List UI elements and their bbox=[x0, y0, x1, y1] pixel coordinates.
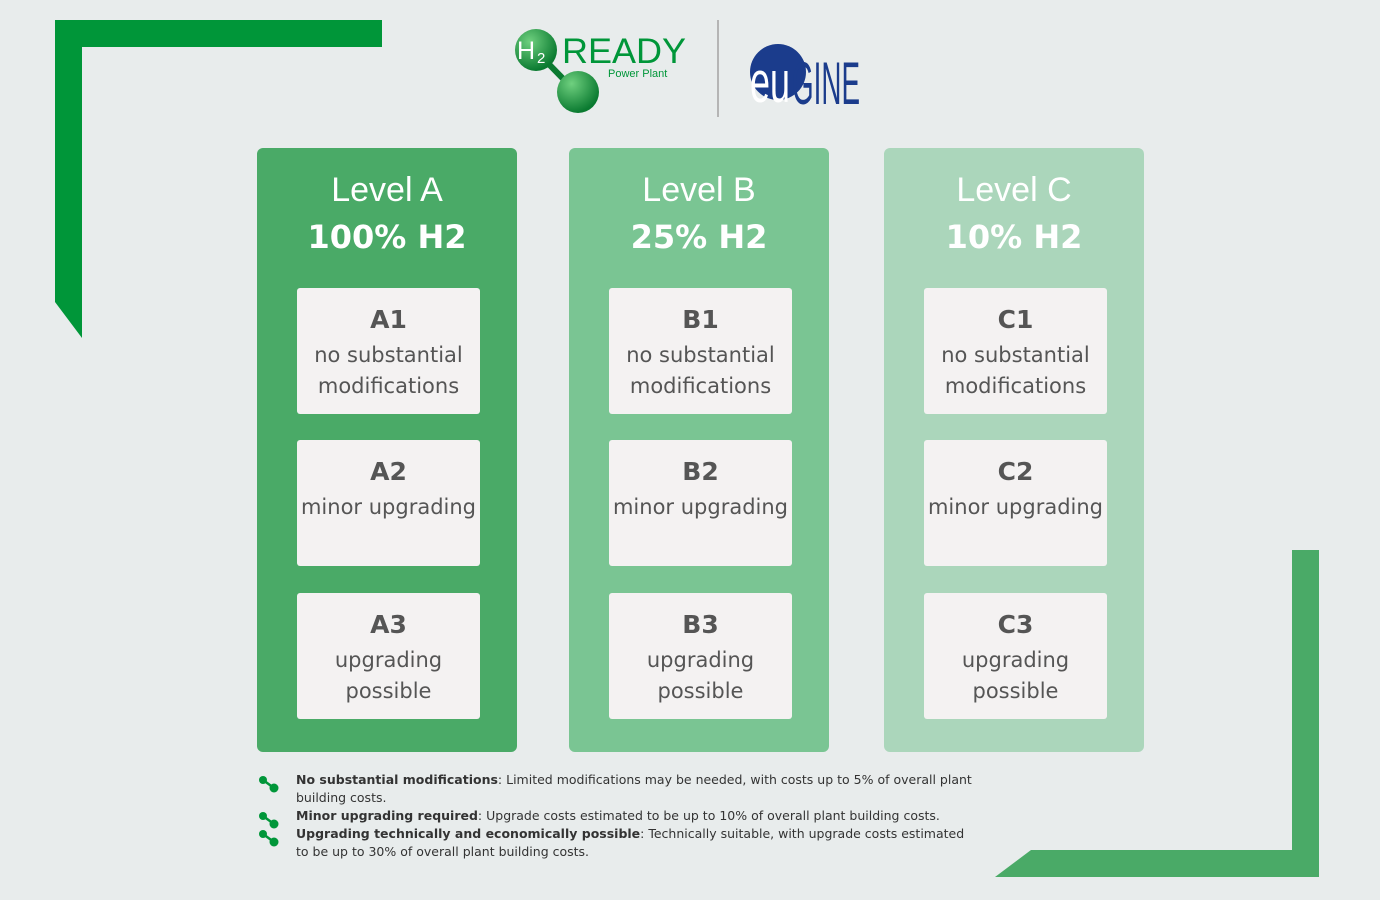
level-c-percentage: 10% H2 bbox=[945, 218, 1083, 256]
legend-term: Upgrading technically and economically possible bbox=[296, 826, 641, 841]
corner-bracket-top-left-leg bbox=[55, 20, 82, 338]
card-a1-description: no substantial modifications bbox=[314, 343, 463, 398]
card-b1-code: B1 bbox=[682, 305, 719, 334]
card-b3 bbox=[609, 593, 792, 719]
card-b1 bbox=[609, 288, 792, 414]
level-a-percentage: 100% H2 bbox=[307, 218, 467, 256]
h2-ready-logo bbox=[512, 28, 692, 118]
level-b-column bbox=[569, 148, 829, 752]
card-a3-code: A3 bbox=[370, 610, 407, 639]
card-c1 bbox=[924, 288, 1107, 414]
card-b3-code: B3 bbox=[682, 610, 719, 639]
molecule-large-ball-icon bbox=[557, 71, 599, 113]
logo-h2-prefix: H bbox=[517, 37, 536, 65]
logo-h2-ready-text: READY bbox=[562, 32, 686, 71]
card-a2-code: A2 bbox=[370, 457, 407, 486]
corner-bracket-bottom-right-bar bbox=[995, 850, 1319, 877]
level-a-column bbox=[257, 148, 517, 752]
card-a3 bbox=[297, 593, 480, 719]
card-b2 bbox=[609, 440, 792, 566]
card-a1-code: A1 bbox=[370, 305, 407, 334]
card-a2-description: minor upgrading bbox=[300, 495, 477, 519]
level-c-column bbox=[884, 148, 1144, 752]
card-a1 bbox=[297, 288, 480, 414]
card-c2 bbox=[924, 440, 1107, 566]
logo-eugine-prefix: eu bbox=[750, 50, 790, 112]
card-c3-code: C3 bbox=[997, 610, 1034, 639]
card-c2-description: minor upgrading bbox=[927, 495, 1104, 519]
levels-diagram bbox=[257, 148, 1144, 752]
card-c3 bbox=[924, 593, 1107, 719]
legend-text: : Limited modifications may be needed, with costs up to 5% of overall plant building costs. bbox=[296, 772, 972, 805]
logo-h2-tagline: Power Plant bbox=[608, 68, 668, 80]
legend bbox=[258, 771, 978, 861]
legend-term: Minor upgrading required bbox=[296, 808, 478, 823]
card-b2-code: B2 bbox=[682, 457, 719, 486]
molecule-bullet-icon bbox=[258, 829, 280, 847]
legend-item-minor-upgrading bbox=[258, 807, 978, 825]
card-c1-code: C1 bbox=[997, 305, 1034, 334]
level-b-title: Level B bbox=[642, 171, 756, 209]
card-a2 bbox=[297, 440, 480, 566]
eugine-logo bbox=[748, 30, 864, 112]
logo-h2-subscript: 2 bbox=[537, 50, 546, 67]
level-a-title: Level A bbox=[331, 171, 443, 209]
card-c2-code: C2 bbox=[997, 457, 1034, 486]
logo-divider bbox=[717, 20, 719, 117]
legend-term: No substantial modifications bbox=[296, 772, 498, 787]
card-b1-description: no substantial modifications bbox=[626, 343, 775, 398]
molecule-bullet-icon bbox=[258, 775, 280, 793]
level-b-percentage: 25% H2 bbox=[630, 218, 768, 256]
card-b3-description: upgrading possible bbox=[646, 648, 755, 703]
legend-item-upgrading-possible bbox=[258, 825, 978, 861]
card-c1-description: no substantial modifications bbox=[941, 343, 1090, 398]
legend-text: : Technically suitable, with upgrade costs estimated to be up to 30% of overall plant building costs. bbox=[296, 826, 965, 859]
card-c3-description: upgrading possible bbox=[961, 648, 1070, 703]
logo-eugine-main: GINE bbox=[792, 50, 860, 112]
level-c-title: Level C bbox=[956, 171, 1072, 209]
card-a3-description: upgrading possible bbox=[334, 648, 443, 703]
legend-text: : Upgrade costs estimated to be up to 10% of overall plant building costs. bbox=[477, 808, 940, 823]
card-b2-description: minor upgrading bbox=[612, 495, 789, 519]
legend-item-no-substantial bbox=[258, 771, 978, 807]
corner-bracket-top-left-bar bbox=[55, 20, 382, 47]
corner-bracket-bottom-right-leg bbox=[1292, 550, 1319, 877]
